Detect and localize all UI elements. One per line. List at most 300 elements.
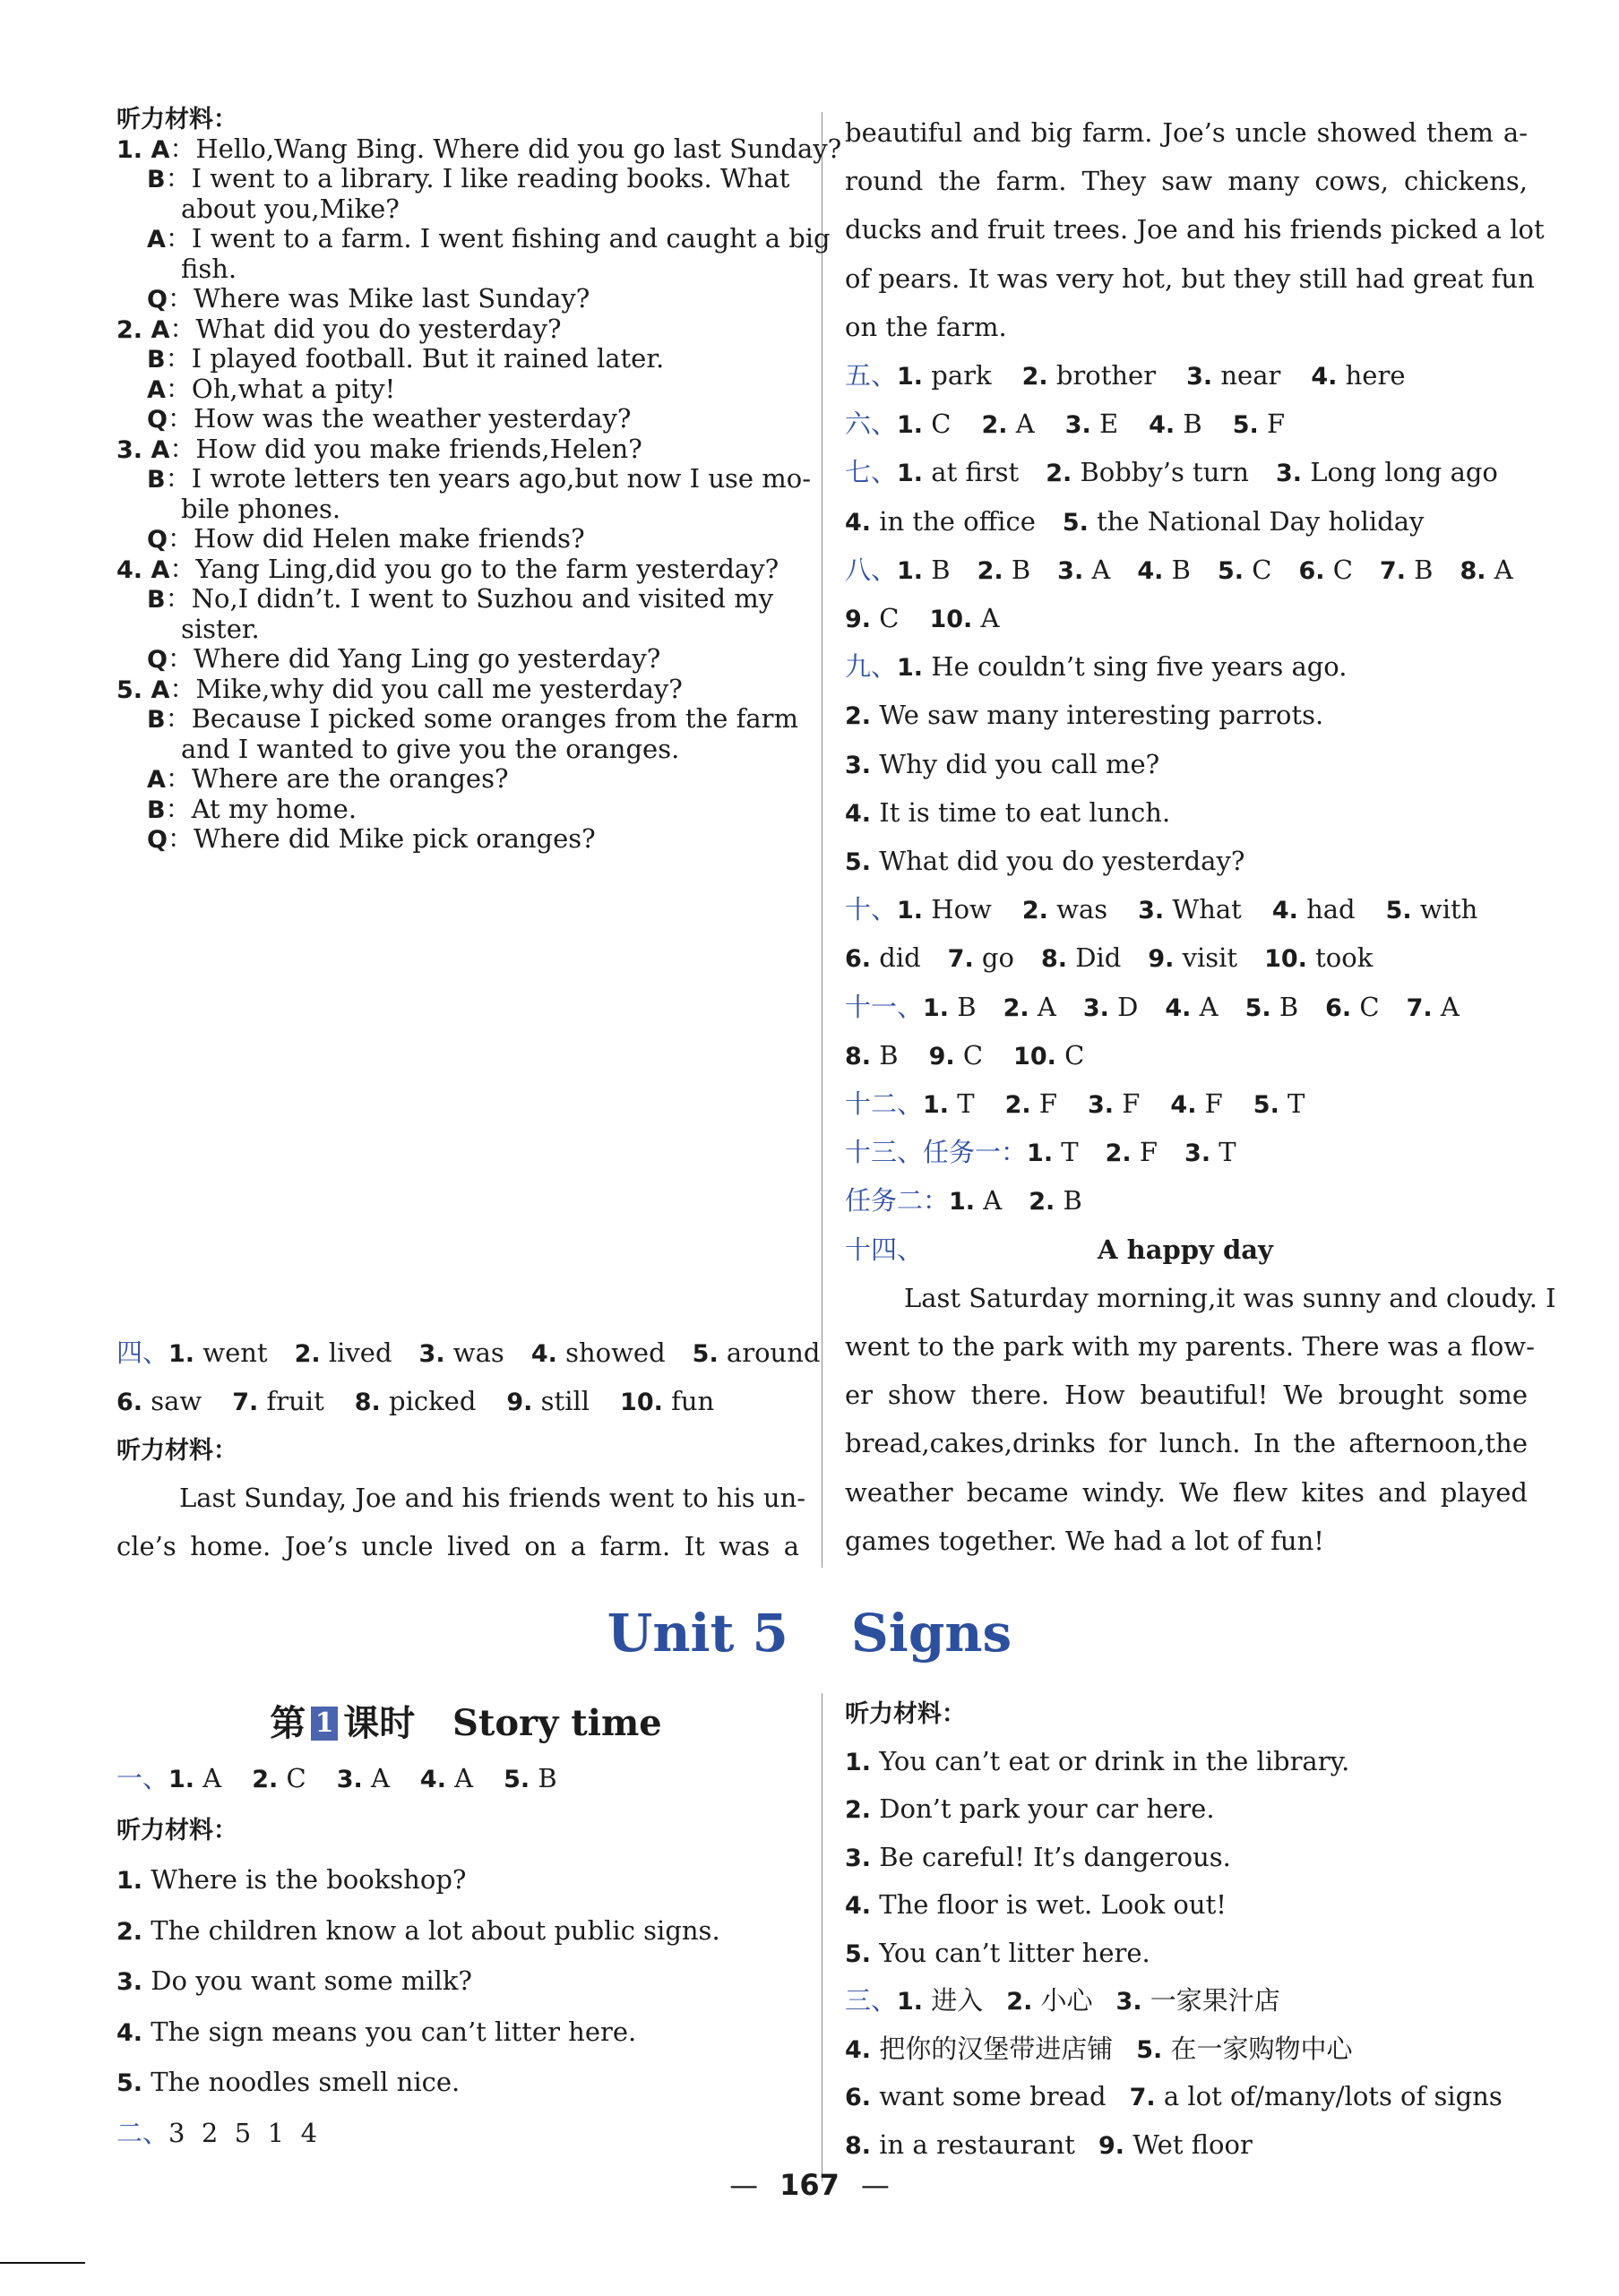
liu-answer-text: F xyxy=(1258,408,1286,440)
section-jiu-item xyxy=(845,649,1347,686)
jiu-text: Why did you call me? xyxy=(871,748,1160,779)
wu-answer-text: here xyxy=(1337,360,1406,391)
liu-answer-num: 3. xyxy=(1064,411,1091,440)
jiu-num: 2. xyxy=(845,702,872,731)
dialog-text: Where are the oranges? xyxy=(191,763,509,794)
shiyi-answer-text: C xyxy=(1055,1039,1085,1071)
passage-line xyxy=(845,163,1528,199)
si-answer-num: 1. xyxy=(168,1340,195,1368)
jiu-num: 3. xyxy=(845,751,872,779)
jiu-text: We saw many interesting parrots. xyxy=(871,700,1324,731)
shisan-answer-num: 1. xyxy=(949,1188,976,1217)
san-text: Wet floor xyxy=(1124,2128,1253,2160)
lesson-suffix: 课时 xyxy=(343,1703,416,1744)
listening-num: 2. xyxy=(116,1917,143,1946)
passage-line xyxy=(845,309,1007,345)
speaker-label: B xyxy=(147,706,166,734)
listening-num: 1. xyxy=(845,1748,872,1776)
liu-answer-num: 1. xyxy=(897,411,924,440)
yi-answer-text: A xyxy=(445,1763,474,1793)
listening-text: You can’t litter here. xyxy=(871,1937,1150,1968)
speaker-label: A xyxy=(151,135,170,164)
jiu-num: 1. xyxy=(897,654,924,683)
essay-text: games together. We had a lot of fun! xyxy=(845,1525,1324,1556)
wu-answer-num: 4. xyxy=(1311,363,1338,391)
san-num: 4. xyxy=(845,2035,872,2064)
speaker-colon: ： xyxy=(167,643,194,674)
shisan-answer-text: T xyxy=(1210,1137,1236,1168)
shiyi-answer-num: 1. xyxy=(923,993,950,1022)
si-answer-text: lived xyxy=(320,1337,392,1368)
si-answer-num: 9. xyxy=(506,1389,533,1416)
section-label: 十一、 xyxy=(845,991,924,1022)
listening-text: Do you want some milk? xyxy=(142,1965,472,1996)
ba-answer-num: 8. xyxy=(1460,556,1486,585)
ba-answer-num: 7. xyxy=(1379,556,1406,585)
dialog-text: Where did Yang Ling go yesterday? xyxy=(193,643,661,674)
speaker-label: Q xyxy=(147,406,168,434)
yi-answer-text: A xyxy=(362,1763,390,1793)
ba-answer-text: A xyxy=(972,603,1000,633)
passage-text: round the farm. They saw many cows, chickens, xyxy=(845,166,1528,197)
speaker-colon: ： xyxy=(169,673,196,704)
listening-item xyxy=(845,1839,1231,1877)
san-num: 6. xyxy=(845,2084,872,2111)
ba-answer-num: 2. xyxy=(977,556,1003,585)
listening-item xyxy=(845,1791,1215,1828)
passage-line xyxy=(179,1480,805,1516)
listening-header-text: 听力材料： xyxy=(116,1816,237,1845)
section-san-row1 xyxy=(845,1982,1280,2020)
section-wu xyxy=(845,357,1406,395)
listening-item xyxy=(116,1913,720,1950)
shiyi-answer-num: 9. xyxy=(928,1042,955,1071)
speaker-colon: ： xyxy=(165,223,192,254)
jiu-text: What did you do yesterday? xyxy=(871,846,1245,876)
shi-answer-num: 4. xyxy=(1271,897,1298,925)
listening-text: The sign means you can’t litter here. xyxy=(142,2016,637,2047)
shi-answer-num: 6. xyxy=(845,945,872,974)
passage-text: Last Sunday, Joe and his friends went to his un- xyxy=(179,1483,806,1513)
wu-answer-num: 3. xyxy=(1186,363,1213,391)
dialog-text: Mike,why did you call me yesterday? xyxy=(195,673,683,704)
listening-text: You can’t eat or drink in the library. xyxy=(871,1745,1350,1776)
shier-answer-num: 3. xyxy=(1088,1091,1115,1119)
section-label: 二、 xyxy=(116,2117,169,2148)
section-ba-row1 xyxy=(845,552,1513,589)
listening-item xyxy=(116,2064,460,2102)
shi-answer-num: 2. xyxy=(1021,897,1048,925)
speaker-colon: ： xyxy=(167,403,194,434)
passage-line xyxy=(116,1528,799,1564)
wu-answer-num: 2. xyxy=(1021,363,1048,391)
listening-num: 4. xyxy=(845,1892,872,1920)
shi-answer-num: 3. xyxy=(1138,897,1165,925)
section-label: 十四、 xyxy=(845,1234,924,1265)
shi-answer-text: How xyxy=(923,894,992,925)
section-label: 十二、 xyxy=(845,1088,924,1119)
shi-answer-num: 5. xyxy=(1385,897,1412,925)
passage-text: ducks and fruit trees. Joe and his friends picked a lot xyxy=(845,214,1545,245)
listening-header-4 xyxy=(845,1695,966,1733)
shiyi-answer-text: B xyxy=(1270,991,1299,1022)
si-answer-num: 10. xyxy=(620,1389,663,1416)
qi-answer-text: Long long ago xyxy=(1301,457,1498,488)
section-shiyi-row1 xyxy=(845,989,1460,1027)
shier-answer-text: T xyxy=(949,1088,975,1119)
passage-line xyxy=(845,115,1528,150)
passage-line xyxy=(845,261,1535,297)
listening-num: 5. xyxy=(845,1939,872,1968)
listening-text: The noodles smell nice. xyxy=(142,2067,461,2097)
shiyi-answer-num: 10. xyxy=(1013,1042,1056,1071)
section-ba-row2 xyxy=(845,600,999,638)
liu-answer-text: E xyxy=(1090,408,1119,440)
essay-line xyxy=(845,1523,1324,1559)
si-answer-text: fruit xyxy=(258,1386,324,1416)
wu-answer-text: park xyxy=(923,360,992,391)
shiyi-answer-text: B xyxy=(871,1039,899,1071)
section-label: 八、 xyxy=(845,554,898,585)
shi-answer-text: had xyxy=(1297,894,1356,925)
speaker-label: B xyxy=(147,346,166,374)
dialog-text: I played football. But it rained later. xyxy=(191,343,665,374)
section-qi-row2 xyxy=(845,503,1424,541)
shi-answer-text: with xyxy=(1411,894,1478,925)
si-answer-num: 5. xyxy=(692,1340,719,1368)
dialog-text: bile phones. xyxy=(181,493,341,524)
section-label: 五、 xyxy=(845,360,898,391)
si-answer-text: around xyxy=(718,1337,821,1368)
dialog-text: How was the weather yesterday? xyxy=(193,403,632,434)
wu-answer-text: near xyxy=(1212,360,1281,391)
shiyi-answer-text: B xyxy=(949,991,977,1022)
passage-text: cle’s home. Joe’s uncle lived on a farm. It was a xyxy=(116,1531,799,1561)
essay-text: bread,cakes,drinks for lunch. In the afternoon,the xyxy=(845,1428,1528,1459)
shi-answer-text: took xyxy=(1306,942,1374,974)
speaker-label: Q xyxy=(147,286,168,314)
speaker-colon: ： xyxy=(169,553,196,584)
yi-answer-text: C xyxy=(278,1763,306,1793)
listening-text: Be careful! It’s dangerous. xyxy=(871,1841,1231,1872)
qi-answer-num: 3. xyxy=(1275,460,1302,488)
dialog-text: about you,Mike? xyxy=(181,193,400,224)
shier-answer-num: 1. xyxy=(923,1091,950,1119)
listening-item xyxy=(845,1887,1227,1924)
section-san-row3 xyxy=(845,2078,1503,2116)
listening-num: 1. xyxy=(116,1867,143,1895)
shiyi-answer-text: D xyxy=(1108,991,1139,1022)
section-er xyxy=(116,2115,317,2151)
speaker-label: A xyxy=(151,675,170,704)
qi-answer-text: at first xyxy=(923,457,1020,488)
section-si-row1 xyxy=(116,1335,820,1372)
si-answer-text: showed xyxy=(556,1337,666,1368)
listening-text: Where is the bookshop? xyxy=(142,1864,467,1895)
san-num: 1. xyxy=(897,1988,924,2016)
san-num: 7. xyxy=(1129,2084,1156,2111)
shi-answer-num: 9. xyxy=(1148,945,1175,974)
ba-answer-text: B xyxy=(1405,554,1434,585)
dialog-text: No,I didn’t. I went to Suzhou and visited my xyxy=(191,583,774,614)
essay-text: er show there. How beautiful! We brought some xyxy=(845,1380,1528,1411)
qi-answer-text: the National Day holiday xyxy=(1088,505,1425,537)
speaker-label: Q xyxy=(147,526,168,554)
jiu-num: 5. xyxy=(845,848,872,876)
shiyi-answer-text: A xyxy=(1029,991,1056,1022)
si-answer-num: 8. xyxy=(354,1389,381,1416)
listening-num: 2. xyxy=(845,1796,872,1824)
page-dash-right: — xyxy=(860,2168,890,2202)
section-jiu-item xyxy=(845,843,1244,881)
dialog-number: 4. xyxy=(116,555,151,584)
section-liu xyxy=(845,406,1285,443)
shi-answer-text: did xyxy=(871,942,921,974)
dialog-text: sister. xyxy=(181,613,260,644)
shisan-answer-num: 2. xyxy=(1029,1188,1055,1217)
dialog-text: Where did Mike pick oranges? xyxy=(193,823,596,854)
dialog-text: I went to a farm. I went fishing and caught a big xyxy=(191,223,831,254)
section-shi-row2 xyxy=(845,940,1373,977)
ba-answer-num: 9. xyxy=(845,606,872,633)
section-jiu-item xyxy=(845,795,1170,832)
shiyi-answer-text: C xyxy=(954,1039,984,1071)
dialog-text: Because I picked some oranges from the farm xyxy=(191,703,799,734)
dialog-text: Where was Mike last Sunday? xyxy=(193,283,590,314)
dialog-number: 5. xyxy=(116,675,151,704)
shisan-answer-text: A xyxy=(975,1185,1003,1217)
ba-answer-num: 5. xyxy=(1217,556,1244,585)
speaker-label: A xyxy=(147,766,166,794)
section-shisi-title xyxy=(845,1232,1273,1268)
ba-answer-num: 3. xyxy=(1057,556,1084,585)
shiyi-answer-num: 2. xyxy=(1003,993,1029,1022)
shiyi-answer-num: 4. xyxy=(1165,993,1192,1022)
san-text: 一家果汁店 xyxy=(1141,1985,1280,2016)
san-text: want some bread xyxy=(871,2081,1107,2111)
task-label: 任务二： xyxy=(845,1185,950,1217)
shiyi-answer-num: 6. xyxy=(1325,993,1352,1022)
section-shisan-task2 xyxy=(845,1182,1082,1220)
shi-answer-text: What xyxy=(1164,894,1242,925)
speaker-label: Q xyxy=(147,826,168,854)
section-label: 十、 xyxy=(845,894,898,925)
san-num: 5. xyxy=(1136,2035,1163,2064)
ba-answer-num: 1. xyxy=(897,556,924,585)
speaker-label: B xyxy=(147,166,166,193)
shier-answer-text: F xyxy=(1030,1088,1058,1119)
shi-answer-num: 7. xyxy=(947,945,974,974)
shier-answer-text: T xyxy=(1279,1088,1305,1119)
section-label: 九、 xyxy=(845,651,898,683)
dialog-text: fish. xyxy=(181,253,237,284)
yi-answer-text: A xyxy=(194,1763,222,1793)
essay-line xyxy=(845,1329,1535,1364)
dialog-text: At my home. xyxy=(191,793,357,824)
speaker-colon: ： xyxy=(169,133,196,164)
lesson-prefix: 第 xyxy=(270,1703,306,1744)
shiyi-answer-text: C xyxy=(1351,991,1380,1022)
liu-answer-num: 4. xyxy=(1149,411,1175,440)
si-answer-text: was xyxy=(444,1337,504,1368)
shier-answer-num: 4. xyxy=(1170,1091,1197,1119)
section-shier xyxy=(845,1086,1305,1123)
yi-answer-text: B xyxy=(530,1763,557,1793)
ba-answer-num: 10. xyxy=(929,606,973,633)
ba-answer-text: B xyxy=(1003,554,1031,585)
jiu-text: He couldn’t sing five years ago. xyxy=(923,651,1348,683)
dialog-text: I went to a library. I like reading books. What xyxy=(191,163,790,193)
yi-answer-num: 5. xyxy=(504,1766,530,1793)
listening-item xyxy=(116,2014,636,2051)
section-label: 六、 xyxy=(845,408,898,440)
ba-answer-text: C xyxy=(1244,554,1272,585)
dialog-text: and I wanted to give you the oranges. xyxy=(181,733,680,764)
passage-text: of pears. It was very hot, but they still had great fun xyxy=(845,262,1535,294)
shisan-answer-num: 2. xyxy=(1105,1139,1132,1168)
essay-title: A happy day xyxy=(1098,1234,1273,1265)
section-si-row2 xyxy=(116,1383,714,1421)
yi-answer-num: 2. xyxy=(252,1766,279,1793)
section-qi-row1 xyxy=(845,454,1498,492)
shiyi-answer-text: A xyxy=(1432,991,1460,1022)
passage-text: beautiful and big farm. Joe’s uncle showed them a- xyxy=(845,117,1528,148)
speaker-label: A xyxy=(147,226,166,254)
listening-item xyxy=(116,1862,466,1899)
ba-answer-text: A xyxy=(1083,554,1111,585)
essay-line xyxy=(845,1377,1528,1413)
speaker-label: A xyxy=(147,375,166,404)
si-answer-num: 6. xyxy=(116,1389,143,1416)
section-yi xyxy=(116,1760,557,1798)
liu-answer-text: C xyxy=(923,408,952,440)
essay-line xyxy=(845,1425,1528,1461)
wu-answer-num: 1. xyxy=(897,363,924,391)
shi-answer-num: 1. xyxy=(897,897,924,925)
si-answer-text: fun xyxy=(662,1386,715,1416)
page-dash-left: — xyxy=(729,2168,759,2202)
dialog-text: Yang Ling,did you go to the farm yesterday? xyxy=(195,553,779,584)
san-text: in a restaurant xyxy=(871,2128,1075,2160)
speaker-label: A xyxy=(151,315,170,344)
san-text: 把你的汉堡带进店铺 xyxy=(871,2033,1114,2064)
liu-answer-num: 5. xyxy=(1232,411,1259,440)
speaker-colon: ： xyxy=(165,463,192,494)
speaker-colon: ： xyxy=(165,163,192,193)
section-jiu-item xyxy=(845,697,1323,735)
section-jiu-item xyxy=(845,746,1159,784)
dialog-text: How did Helen make friends? xyxy=(193,523,585,554)
unit-name: Unit 5 xyxy=(607,1603,788,1664)
lesson-name: Story time xyxy=(452,1702,662,1744)
dialog-line xyxy=(116,821,797,858)
shier-answer-text: F xyxy=(1196,1088,1223,1119)
listening-header-2 xyxy=(116,1432,237,1469)
speaker-label: B xyxy=(147,795,166,824)
dialog-number: 2. xyxy=(116,315,151,344)
essay-text: Last Saturday morning,it was sunny and cloudy. I xyxy=(904,1282,1556,1313)
jiu-num: 4. xyxy=(845,799,872,828)
shier-answer-num: 2. xyxy=(1004,1091,1031,1119)
shisan-answer-num: 1. xyxy=(1027,1139,1054,1168)
san-text: 在一家购物中心 xyxy=(1162,2033,1353,2064)
unit-title xyxy=(0,1602,1619,1664)
lesson-number: 1 xyxy=(311,1707,338,1741)
si-answer-num: 4. xyxy=(530,1340,557,1368)
san-num: 3. xyxy=(1115,1988,1142,2016)
ba-answer-text: C xyxy=(1324,554,1353,585)
lesson-title xyxy=(116,1700,815,1747)
page-number-value: 167 xyxy=(779,2168,840,2202)
listening-num: 3. xyxy=(845,1844,872,1872)
shi-answer-text: visit xyxy=(1174,942,1238,974)
speaker-colon: ： xyxy=(169,313,196,344)
san-num: 8. xyxy=(845,2131,872,2160)
speaker-colon: ： xyxy=(165,373,192,404)
speaker-colon: ： xyxy=(165,793,192,824)
listening-num: 4. xyxy=(116,2018,143,2047)
essay-line xyxy=(845,1475,1528,1510)
si-answer-num: 2. xyxy=(294,1340,321,1368)
si-answer-num: 3. xyxy=(418,1340,445,1368)
unit-topic: Signs xyxy=(850,1603,1012,1664)
listening-item xyxy=(845,1935,1150,1973)
qi-answer-num: 4. xyxy=(845,508,872,537)
section-label: 七、 xyxy=(845,457,898,488)
listening-header-text: 听力材料： xyxy=(116,1437,237,1465)
shiyi-answer-num: 3. xyxy=(1082,993,1109,1022)
shisan-answer-num: 3. xyxy=(1184,1139,1211,1168)
section-shisan-task1 xyxy=(845,1134,1236,1172)
shi-answer-text: go xyxy=(973,942,1014,974)
ba-answer-num: 6. xyxy=(1298,556,1325,585)
shier-answer-num: 5. xyxy=(1253,1091,1279,1119)
speaker-label: B xyxy=(147,586,166,614)
listening-text: Don’t park your car here. xyxy=(871,1793,1215,1824)
si-answer-text: saw xyxy=(142,1386,202,1416)
ba-answer-text: C xyxy=(871,603,900,633)
page-number xyxy=(0,2168,1619,2202)
yi-answer-num: 3. xyxy=(336,1766,363,1793)
shi-answer-text: was xyxy=(1047,894,1108,925)
listening-header-3 xyxy=(116,1811,237,1849)
speaker-label: A xyxy=(151,435,170,464)
speaker-colon: ： xyxy=(167,523,194,554)
section-label: 一、 xyxy=(116,1763,169,1793)
shi-answer-text: Did xyxy=(1067,942,1122,974)
section-san-row2 xyxy=(845,2031,1353,2068)
listening-text: The floor is wet. Look out! xyxy=(871,1889,1227,1920)
passage-text: on the farm. xyxy=(845,311,1007,342)
qi-answer-num: 5. xyxy=(1062,508,1089,537)
shiyi-answer-num: 7. xyxy=(1406,993,1433,1022)
qi-answer-num: 2. xyxy=(1046,460,1072,488)
wu-answer-text: brother xyxy=(1047,360,1157,391)
listening-num: 5. xyxy=(116,2069,143,2097)
speaker-label: B xyxy=(147,466,166,494)
yi-answer-num: 4. xyxy=(419,1766,446,1793)
shisan-answer-text: B xyxy=(1055,1185,1082,1217)
listening-num: 3. xyxy=(116,1968,143,1996)
listening-item xyxy=(116,1963,472,2000)
section-san-row4 xyxy=(845,2127,1253,2164)
er-answer: 3 2 5 1 4 xyxy=(168,2117,318,2148)
san-text: 进入 xyxy=(923,1985,984,2016)
san-text: a lot of/many/lots of signs xyxy=(1155,2081,1503,2111)
dialog-text: What did you do yesterday? xyxy=(195,313,562,344)
listening-text: The children know a lot about public signs. xyxy=(142,1914,720,1946)
speaker-colon: ： xyxy=(167,283,194,314)
